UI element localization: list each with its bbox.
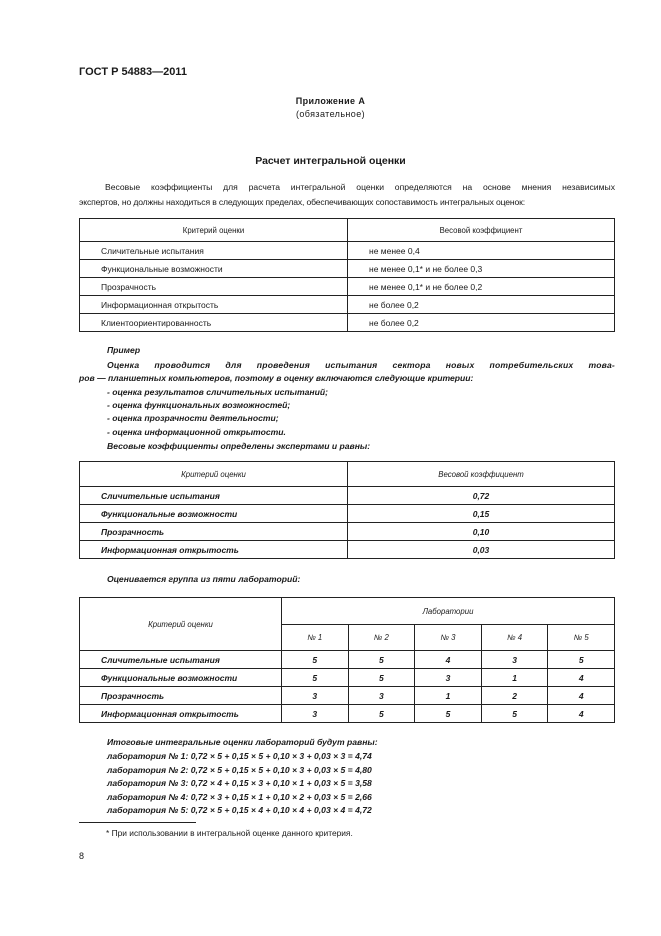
intro-line-2: экспертов, но должны находиться в следующих пределах, обеспечивающих сопоставимость интегральных оценок: bbox=[79, 197, 526, 207]
result-line: лаборатория № 5: 0,72 × 5 + 0,15 × 4 + 0,10 × 4 + 0,03 × 4 = 4,72 bbox=[107, 805, 372, 815]
score-cell: 3 bbox=[348, 687, 415, 705]
score-cell: 4 bbox=[548, 669, 615, 687]
score-cell: 5 bbox=[348, 669, 415, 687]
criterion-cell: Функциональные возможности bbox=[80, 505, 348, 523]
table-header-row bbox=[80, 462, 615, 487]
table-row bbox=[80, 314, 615, 332]
weight-cell: 0,72 bbox=[348, 487, 615, 505]
criterion-cell: Информационная открытость bbox=[80, 296, 348, 314]
table-row bbox=[80, 278, 615, 296]
weights-intro: Весовые коэффициенты определены экспертами и равны: bbox=[107, 441, 371, 451]
table-row bbox=[80, 705, 615, 723]
column-header: Весовой коэффициент bbox=[348, 462, 615, 487]
table-row bbox=[80, 242, 615, 260]
column-header: Критерий оценки bbox=[80, 462, 348, 487]
table-row bbox=[80, 651, 615, 669]
table-row bbox=[80, 260, 615, 278]
criterion-cell: Клиентоориентированность bbox=[80, 314, 348, 332]
score-cell: 5 bbox=[348, 651, 415, 669]
score-cell: 4 bbox=[415, 651, 482, 669]
score-cell: 3 bbox=[481, 651, 548, 669]
page-number: 8 bbox=[79, 851, 85, 861]
table-row bbox=[80, 687, 615, 705]
score-cell: 4 bbox=[548, 705, 615, 723]
score-cell: 5 bbox=[282, 651, 349, 669]
table-row bbox=[80, 541, 615, 559]
annex-title: Приложение А bbox=[295, 96, 366, 106]
table-row bbox=[80, 296, 615, 314]
results-title: Итоговые интегральные оценки лабораторий будут равны: bbox=[107, 737, 378, 747]
document-header: ГОСТ Р 54883—2011 bbox=[79, 66, 187, 78]
result-line: лаборатория № 1: 0,72 × 5 + 0,15 × 5 + 0,10 × 3 + 0,03 × 3 = 4,74 bbox=[107, 751, 372, 761]
example-item: - оценка функциональных возможностей; bbox=[107, 400, 291, 410]
criterion-cell: Сличительные испытания bbox=[80, 242, 348, 260]
result-line: лаборатория № 2: 0,72 × 5 + 0,15 × 5 + 0,10 × 3 + 0,03 × 5 = 4,80 bbox=[107, 765, 372, 775]
criterion-cell: Сличительные испытания bbox=[80, 651, 282, 669]
score-cell: 3 bbox=[282, 705, 349, 723]
score-cell: 3 bbox=[415, 669, 482, 687]
weight-cell: 0,15 bbox=[348, 505, 615, 523]
score-cell: 5 bbox=[548, 651, 615, 669]
weight-limits-table bbox=[79, 218, 615, 332]
lab-header: № 2 bbox=[348, 625, 415, 651]
score-cell: 2 bbox=[481, 687, 548, 705]
weight-cell: не более 0,2 bbox=[348, 296, 615, 314]
score-cell: 1 bbox=[415, 687, 482, 705]
criterion-cell: Прозрачность bbox=[80, 687, 282, 705]
lab-header: № 4 bbox=[481, 625, 548, 651]
weight-cell: не менее 0,1* и не более 0,2 bbox=[348, 278, 615, 296]
lab-scores-table bbox=[79, 597, 615, 723]
result-line: лаборатория № 4: 0,72 × 3 + 0,15 × 1 + 0,10 × 2 + 0,03 × 5 = 2,66 bbox=[107, 792, 372, 802]
criterion-cell: Функциональные возможности bbox=[80, 260, 348, 278]
score-cell: 5 bbox=[415, 705, 482, 723]
table-row bbox=[80, 505, 615, 523]
weight-cell: не более 0,2 bbox=[348, 314, 615, 332]
score-cell: 5 bbox=[282, 669, 349, 687]
score-cell: 1 bbox=[481, 669, 548, 687]
table-row bbox=[80, 669, 615, 687]
criterion-header: Критерий оценки bbox=[80, 598, 282, 651]
weight-cell: 0,10 bbox=[348, 523, 615, 541]
criterion-cell: Прозрачность bbox=[80, 523, 348, 541]
table-row bbox=[80, 487, 615, 505]
score-cell: 4 bbox=[548, 687, 615, 705]
table-header-row bbox=[80, 598, 615, 625]
labs-intro: Оценивается группа из пяти лабораторий: bbox=[107, 574, 301, 584]
result-line: лаборатория № 3: 0,72 × 4 + 0,15 × 3 + 0,10 × 1 + 0,03 × 5 = 3,58 bbox=[107, 778, 372, 788]
column-header: Критерий оценки bbox=[80, 219, 348, 242]
labs-group-header: Лаборатории bbox=[282, 598, 615, 625]
footnote: * При использовании в интегральной оценке данного критерия. bbox=[106, 828, 353, 838]
intro-line-1: Весовые коэффициенты для расчета интегральной оценки определяются на основе мнения независимых bbox=[105, 182, 615, 192]
lab-header: № 3 bbox=[415, 625, 482, 651]
lab-header: № 5 bbox=[548, 625, 615, 651]
table-row bbox=[80, 523, 615, 541]
annex-subtitle: (обязательное) bbox=[295, 109, 365, 119]
weight-cell: не менее 0,1* и не более 0,3 bbox=[348, 260, 615, 278]
criterion-cell: Информационная открытость bbox=[80, 705, 282, 723]
weight-cell: 0,03 bbox=[348, 541, 615, 559]
score-cell: 3 bbox=[282, 687, 349, 705]
table-header-row bbox=[80, 219, 615, 242]
score-cell: 5 bbox=[481, 705, 548, 723]
expert-weights-table bbox=[79, 461, 615, 559]
criterion-cell: Прозрачность bbox=[80, 278, 348, 296]
score-cell: 5 bbox=[348, 705, 415, 723]
criterion-cell: Информационная открытость bbox=[80, 541, 348, 559]
example-item: - оценка результатов сличительных испытаний; bbox=[107, 387, 328, 397]
example-line-2: ров — планшетных компьютеров, поэтому в оценку включаются следующие критерии: bbox=[79, 373, 474, 383]
example-label: Пример bbox=[107, 345, 141, 355]
footnote-divider bbox=[79, 822, 196, 823]
criterion-cell: Функциональные возможности bbox=[80, 669, 282, 687]
section-title: Расчет интегральной оценки bbox=[255, 155, 406, 167]
lab-header: № 1 bbox=[282, 625, 349, 651]
example-line-1: Оценка проводится для проведения испытания сектора новых потребительских това- bbox=[107, 360, 615, 370]
criterion-cell: Сличительные испытания bbox=[80, 487, 348, 505]
example-item: - оценка информационной открытости. bbox=[107, 427, 286, 437]
weight-cell: не менее 0,4 bbox=[348, 242, 615, 260]
example-item: - оценка прозрачности деятельности; bbox=[107, 413, 279, 423]
column-header: Весовой коэффициент bbox=[348, 219, 615, 242]
